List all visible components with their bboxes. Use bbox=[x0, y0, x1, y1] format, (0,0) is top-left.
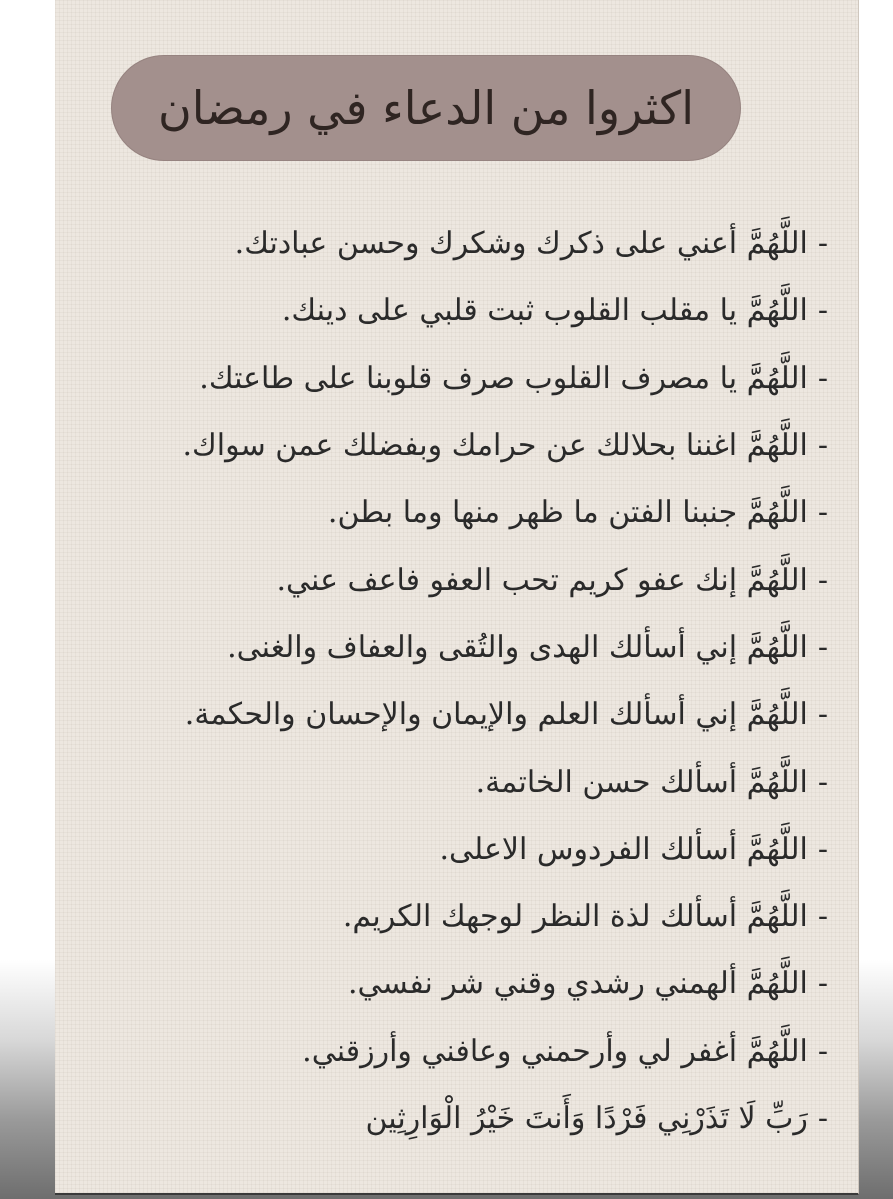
dua-text: اللَّهُمَّ يا مقلب القلوب ثبت قلبي على دينك. bbox=[281, 293, 808, 329]
page-title: اكثروا من الدعاء في رمضان bbox=[158, 81, 694, 135]
dua-text: اللَّهُمَّ اغننا بحلالك عن حرامك وبفضلك عمن سواك. bbox=[182, 428, 808, 464]
bullet-dash: - bbox=[817, 495, 828, 531]
dua-text: اللَّهُمَّ إني أسألك العلم والإيمان والإحسان والحكمة. bbox=[184, 697, 808, 733]
dua-text: اللَّهُمَّ أعني على ذكرك وشكرك وحسن عبادتك. bbox=[234, 226, 808, 262]
bullet-dash: - bbox=[817, 697, 828, 733]
list-item bbox=[188, 546, 828, 613]
list-item bbox=[188, 816, 828, 883]
dua-card bbox=[55, 0, 859, 1195]
bullet-dash: - bbox=[817, 764, 828, 800]
list-item bbox=[188, 614, 828, 681]
list-item bbox=[188, 277, 828, 344]
bullet-dash: - bbox=[817, 899, 828, 935]
list-item bbox=[182, 412, 828, 479]
dua-text: اللَّهُمَّ أسألك حسن الخاتمة. bbox=[475, 764, 808, 800]
list-item bbox=[188, 748, 828, 815]
list-item bbox=[184, 681, 828, 748]
list-item bbox=[188, 345, 828, 412]
dua-text: اللَّهُمَّ إني أسألك الهدى والتُقى والعفاف والغنى. bbox=[227, 629, 808, 665]
bullet-dash: - bbox=[817, 1101, 828, 1136]
list-item bbox=[188, 883, 828, 950]
bullet-dash: - bbox=[817, 226, 828, 262]
list-item bbox=[188, 950, 828, 1017]
dua-text: اللَّهُمَّ إنك عفو كريم تحب العفو فاعف عني. bbox=[276, 562, 808, 598]
dua-text: اللَّهُمَّ جنبنا الفتن ما ظهر منها وما بطن. bbox=[327, 495, 808, 531]
list-item bbox=[188, 1018, 828, 1085]
bullet-dash: - bbox=[817, 428, 828, 464]
dua-text: اللَّهُمَّ أغفر لي وأرحمني وعافني وأرزقني. bbox=[302, 1033, 808, 1069]
dua-text: اللَّهُمَّ ألهمني رشدي وقني شر نفسي. bbox=[348, 966, 808, 1002]
list-item bbox=[188, 1085, 828, 1152]
bullet-dash: - bbox=[817, 629, 828, 665]
dua-text: اللَّهُمَّ أسألك لذة النظر لوجهك الكريم. bbox=[342, 899, 808, 935]
bullet-dash: - bbox=[817, 562, 828, 598]
dua-text: رَبِّ لَا تَذَرْنِي فَرْدًا وَأَنتَ خَيْرُ الْوَارِثِين bbox=[365, 1101, 808, 1136]
bullet-dash: - bbox=[817, 293, 828, 329]
dua-text: اللَّهُمَّ أسألك الفردوس الاعلى. bbox=[439, 831, 808, 867]
bullet-dash: - bbox=[817, 1033, 828, 1069]
bullet-dash: - bbox=[817, 360, 828, 396]
dua-list bbox=[182, 210, 828, 1152]
dua-text: اللَّهُمَّ يا مصرف القلوب صرف قلوبنا على طاعتك. bbox=[199, 360, 808, 396]
list-item bbox=[188, 210, 828, 277]
list-item bbox=[188, 479, 828, 546]
bullet-dash: - bbox=[817, 831, 828, 867]
bullet-dash: - bbox=[817, 966, 828, 1002]
title-banner bbox=[111, 55, 741, 161]
